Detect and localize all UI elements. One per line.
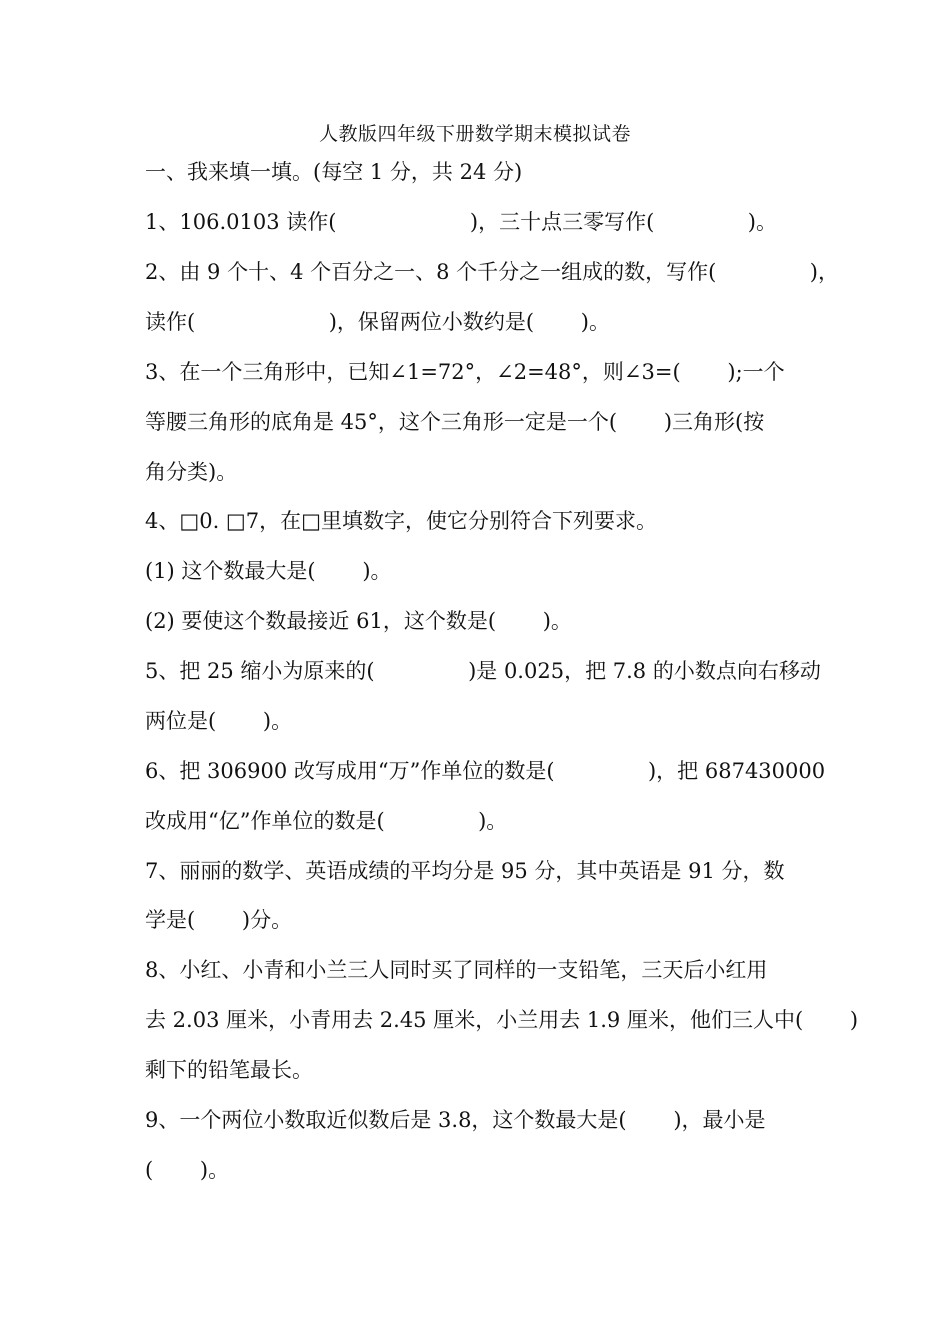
question-7-line-1: 7、丽丽的数学、英语成绩的平均分是 95 分，其中英语是 91 分，数 [145,859,785,883]
question-4: 4、□0. □7，在□里填数字，使它分别符合下列要求。 [145,509,657,533]
question-6-line-1: 6、把 306900 改写成用“万”作单位的数是( )，把 687430000 [145,759,826,783]
question-6-line-2: 改成用“亿”作单位的数是( )。 [145,809,508,833]
question-3-line-2: 等腰三角形的底角是 45°，这个三角形一定是一个( )三角形(按 [145,410,765,434]
question-8-line-2: 去 2.03 厘米，小青用去 2.45 厘米，小兰用去 1.9 厘米，他们三人中( ) [145,1008,859,1032]
question-2-line-1: 2、由 9 个十、4 个百分之一、8 个千分之一组成的数，写作( )， [145,260,839,284]
question-1: 1、106.0103 读作( )，三十点三零写作( )。 [145,210,777,234]
question-4-part-1: (1) 这个数最大是( )。 [145,559,392,583]
section-heading: 一、我来填一填。(每空 1 分，共 24 分) [145,160,523,184]
question-4-part-2: (2) 要使这个数最接近 61，这个数是( )。 [145,609,572,633]
question-5-line-2: 两位是( )。 [145,709,293,733]
question-2-line-2: 读作( )，保留两位小数约是( )。 [145,310,611,334]
page-title: 人教版四年级下册数学期末模拟试卷 [318,123,631,145]
question-7-line-2: 学是( )分。 [145,908,293,932]
question-5-line-1: 5、把 25 缩小为原来的( )是 0.025，把 7.8 的小数点向右移动 [145,659,821,683]
question-9-line-2: ( )。 [145,1158,230,1182]
question-3-line-3: 角分类)。 [145,460,238,484]
question-8-line-3: 剩下的铅笔最长。 [145,1058,313,1082]
question-8-line-1: 8、小红、小青和小兰三人同时买了同样的一支铅笔，三天后小红用 [145,958,768,982]
question-3-line-1: 3、在一个三角形中，已知∠1=72°，∠2=48°，则∠3=( );一个 [145,360,785,384]
question-9-line-1: 9、一个两位小数取近似数后是 3.8，这个数最大是( )，最小是 [145,1108,766,1132]
